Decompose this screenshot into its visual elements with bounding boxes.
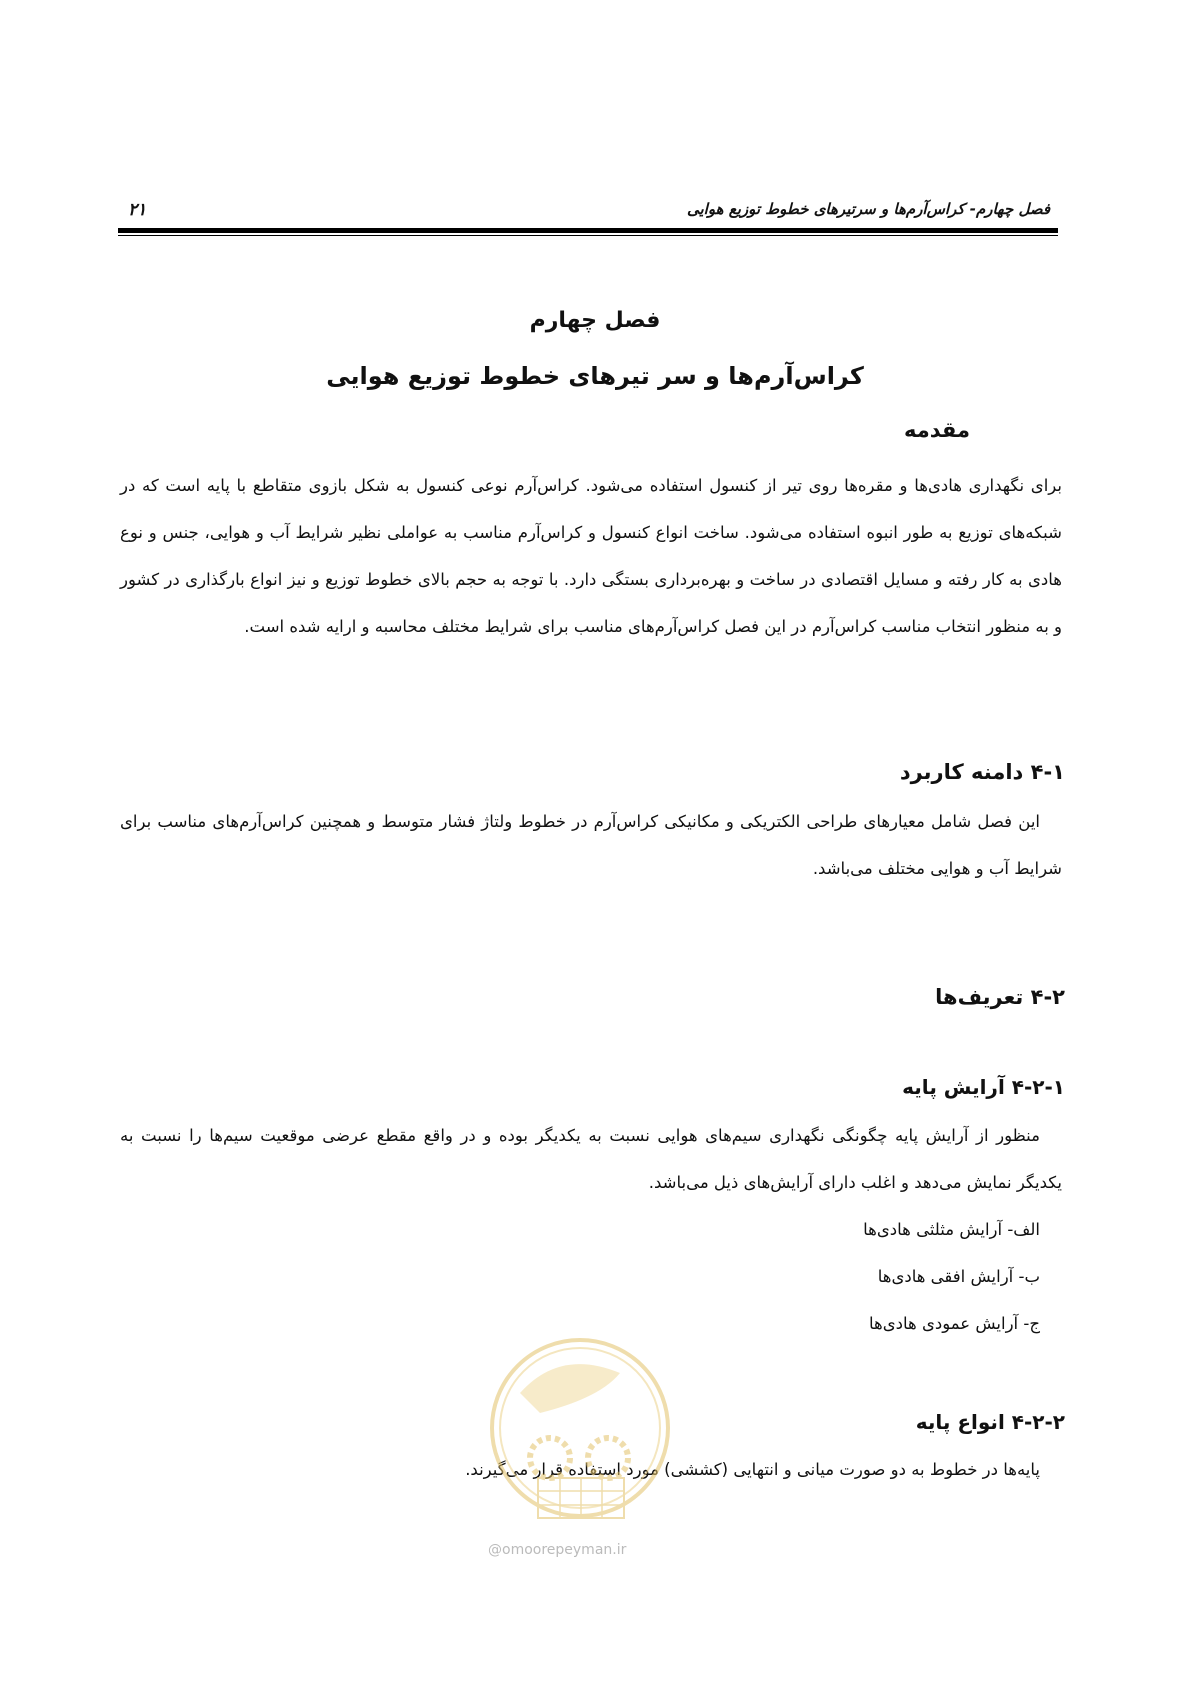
watermark-text: @omoorepeyman.ir xyxy=(488,1542,627,1558)
running-header-title: فصل چهارم- کراس‌آرم‌ها و سرتیرهای خطوط توزیع هوایی xyxy=(687,200,1050,218)
section-4-2-2-paragraph: پایه‌ها در خطوط به دو صورت میانی و انتهایی (کششی) مورد استفاده قرار می‌گیرند. xyxy=(465,1460,1040,1479)
list-item: ج- آرایش عمودی هادی‌ها xyxy=(869,1314,1040,1333)
header-rule-thick xyxy=(118,228,1058,233)
chapter-label: فصل چهارم xyxy=(529,308,661,333)
list-item: الف- آرایش مثلثی هادی‌ها xyxy=(863,1220,1040,1239)
section-4-1-paragraph: این فصل شامل معیارهای طراحی الکتریکی و مکانیکی کراس‌آرم در خطوط ولتاژ فشار متوسط و همچنین کراس‌آرم‌های مناسب برای شرایط آب و هوایی مختلف می‌باشد. xyxy=(120,812,1062,878)
watermark-logo xyxy=(480,1318,680,1558)
section-4-2-2-heading: ۴-۲-۲ انواع پایه xyxy=(915,1410,1065,1434)
intro-paragraph: برای نگهداری هادی‌ها و مقره‌ها روی تیر از کنسول استفاده می‌شود. کراس‌آرم نوعی کنسول به شکل بازوی متقاطع با پایه است که در شبکه‌های توزیع به طور انبوه استفاده می‌شود. ساخت انواع کنسول و کراس‌آرم مناسب به عواملی نظیر شرایط آب و هوایی، جنس و نوع هادی به کار رفته و مسایل اقتصادی در ساخت و بهره‌برداری بستگی دارد. با توجه به حجم بالای خطوط توزیع و نیز انواع بارگذاری در کشور و به منظور انتخاب مناسب کراس‌آرم در این فصل کراس‌آرم‌های مناسب برای شرایط مختلف محاسبه و ارایه شده است. xyxy=(120,476,1062,636)
header-rule-thin xyxy=(118,235,1058,236)
section-4-2-heading: ۴-۲ تعریف‌ها xyxy=(935,985,1065,1009)
section-4-2-1-paragraph: منظور از آرایش پایه چگونگی نگهداری سیم‌های هوایی نسبت به یکدیگر بوده و در واقع مقطع عرضی موقعیت سیم‌ها را نسبت به یکدیگر نمایش می‌دهد و اغلب دارای آرایش‌های ذیل می‌باشد. xyxy=(120,1126,1062,1192)
arrangement-list xyxy=(640,1206,1040,1347)
intro-heading: مقدمه xyxy=(904,418,970,442)
page-number: ۲۱ xyxy=(128,200,147,220)
chapter-title: کراس‌آرم‌ها و سر تیرهای خطوط توزیع هوایی xyxy=(326,362,864,390)
section-4-1-heading: ۴-۱ دامنه کاربرد xyxy=(899,760,1065,784)
section-4-2-1-heading: ۴-۲-۱ آرایش پایه xyxy=(902,1075,1065,1099)
list-item: ب- آرایش افقی هادی‌ها xyxy=(877,1267,1040,1286)
